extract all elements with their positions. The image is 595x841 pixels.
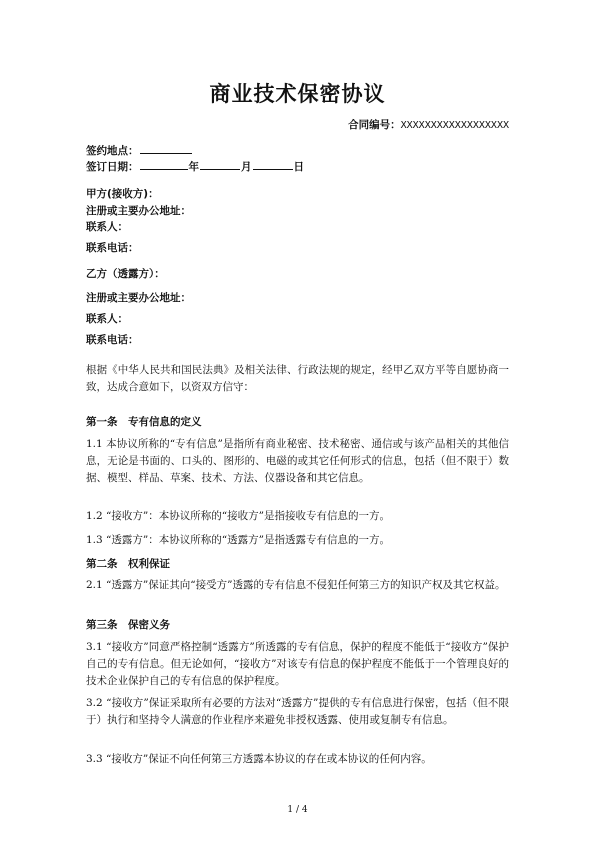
document-title: 商业技术保密协议	[209, 82, 386, 106]
month-blank[interactable]	[200, 159, 240, 170]
article-1-title: 第一条 专有信息的定义	[86, 416, 202, 428]
preamble-paragraph: 根据《中华人民共和国民法典》及相关法律、行政法规的规定，经甲乙双方平等自愿协商一致，达成合意如下，以资双方信守：	[86, 364, 509, 393]
party-b-phone: 联系电话：	[86, 334, 139, 346]
article-2-1: 2.1 “透露方”保证其向“接受方”透露的专有信息不侵犯任何第三方的知识产权及其它权益。	[86, 579, 506, 591]
sign-place-blank[interactable]	[140, 143, 192, 154]
month-label: 月	[241, 161, 252, 173]
article-3-1: 3.1 “接收方”同意严格控制“透露方”所透露的专有信息，保护的程度不能低于“接收方”保护自己的专有信息。但无论如何，“接收方”对该专有信息的保护程度不能低于一个管理良好的技术企业保护自己的专有信息的保护程度。	[86, 641, 509, 687]
article-2-title: 第二条 权利保证	[86, 558, 170, 570]
article-1-2: 1.2 “接收方”：本协议所称的“接收方”是指接收专有信息的一方。	[86, 510, 391, 522]
party-b-contact: 联系人：	[86, 313, 128, 325]
sign-date-label: 签订日期：	[86, 161, 139, 173]
article-1-1: 1.1 本协议所称的“专有信息”是指所有商业秘密、技术秘密、通信或与该产品相关的其他信息，无论是书面的、口头的、图形的、电磁的或其它任何形式的信息，包括（但不限于）数据、模型、样品、草案、技术、方法、仪器设备和其它信息。	[86, 438, 509, 484]
sign-place-line	[86, 143, 193, 158]
page-indicator: 1 / 4	[287, 805, 308, 815]
year-blank[interactable]	[140, 159, 188, 170]
article-3-2: 3.2 “接收方”保证采取所有必要的方法对“透露方”提供的专有信息进行保密，包括（但不限于）执行和坚持令人满意的作业程序来避免非授权透露、使用或复制专有信息。	[86, 697, 509, 726]
party-a-contact: 联系人：	[86, 221, 128, 233]
party-a-phone: 联系电话：	[86, 242, 139, 254]
sign-place-label: 签约地点：	[86, 145, 139, 157]
sign-date-line	[86, 159, 304, 174]
day-label: 日	[293, 161, 304, 173]
contract-number-value: XXXXXXXXXXXXXXXXXX	[400, 120, 509, 131]
party-b-title: 乙方（透露方）：	[86, 268, 165, 280]
article-3-title: 第三条 保密义务	[86, 619, 170, 631]
year-label: 年	[188, 161, 199, 173]
party-a-address: 注册或主要办公地址：	[86, 205, 191, 217]
party-a-title: 甲方(接收方)：	[86, 188, 159, 200]
contract-number-label: 合同编号：	[348, 119, 401, 131]
party-b-address: 注册或主要办公地址：	[86, 292, 191, 304]
contract-number	[348, 117, 509, 132]
article-1-3: 1.3 “透露方”：本协议所称的“透露方”是指透露专有信息的一方。	[86, 534, 391, 546]
article-3-3: 3.3 “接收方”保证不向任何第三方透露本协议的存在或本协议的任何内容。	[86, 753, 432, 765]
day-blank[interactable]	[253, 159, 293, 170]
